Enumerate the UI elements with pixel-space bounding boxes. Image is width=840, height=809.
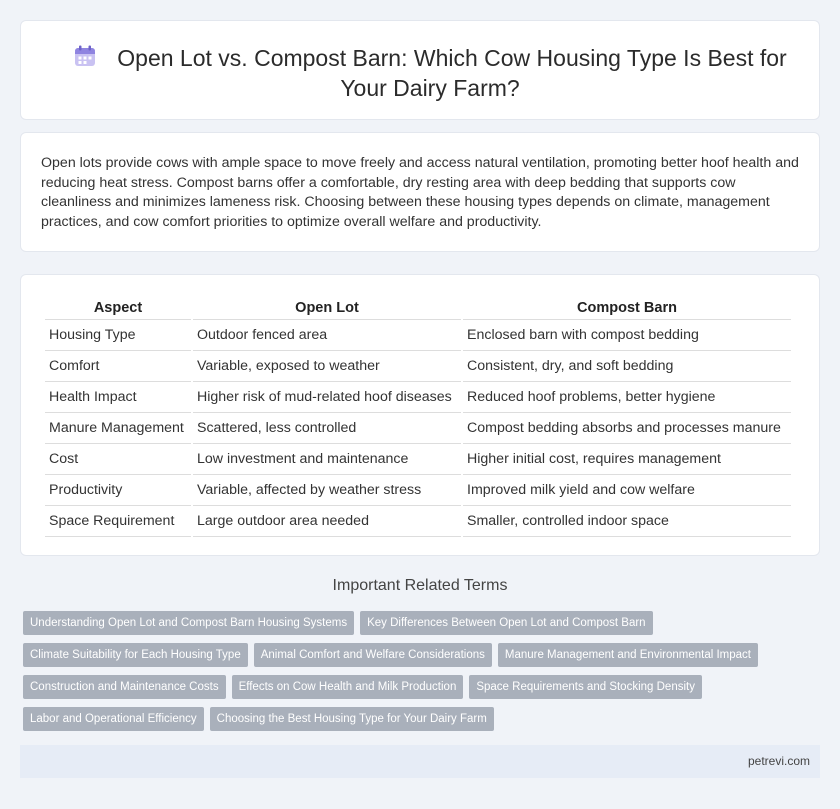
table-row	[45, 506, 791, 537]
related-tag[interactable]: Space Requirements and Stocking Density	[469, 675, 702, 699]
related-tag[interactable]: Labor and Operational Efficiency	[23, 707, 204, 731]
table-row	[45, 382, 791, 413]
related-tag[interactable]: Animal Comfort and Welfare Considerations	[254, 643, 492, 667]
table-row	[45, 320, 791, 351]
cell-open-lot: Outdoor fenced area	[193, 320, 461, 351]
header-open-lot: Open Lot	[193, 295, 461, 320]
cell-compost-barn: Compost bedding absorbs and processes manure	[463, 413, 791, 444]
cell-compost-barn: Enclosed barn with compost bedding	[463, 320, 791, 351]
cell-open-lot: Scattered, less controlled	[193, 413, 461, 444]
page-title-wrap	[61, 43, 799, 103]
related-terms-heading: Important Related Terms	[332, 577, 508, 594]
table-header-row	[45, 295, 791, 320]
cell-open-lot: Variable, affected by weather stress	[193, 475, 461, 506]
related-tag[interactable]: Climate Suitability for Each Housing Type	[23, 643, 248, 667]
cell-open-lot: Higher risk of mud-related hoof diseases	[193, 382, 461, 413]
tag-row	[23, 643, 823, 675]
page-title: Open Lot vs. Compost Barn: Which Cow Housing Type Is Best for Your Dairy Farm?	[117, 45, 787, 101]
cell-aspect: Comfort	[45, 351, 191, 382]
footer	[20, 745, 820, 778]
related-tag[interactable]: Construction and Maintenance Costs	[23, 675, 226, 699]
intro-paragraph: Open lots provide cows with ample space to move freely and access natural ventilation, promoting better hoof health and reducing heat stress. Compost barns offer a comfortable, dry resting area with deep bedding that supports cow cleanliness and minimizes lameness risk. Choosing between these housing types depends on climate, management practices, and cow comfort priorities to optimize overall welfare and productivity.	[41, 155, 799, 230]
cell-compost-barn: Higher initial cost, requires management	[463, 444, 791, 475]
cell-aspect: Productivity	[45, 475, 191, 506]
related-tags	[23, 611, 823, 739]
table-row	[45, 475, 791, 506]
comparison-card	[20, 274, 820, 556]
cell-aspect: Health Impact	[45, 382, 191, 413]
cell-aspect: Space Requirement	[45, 506, 191, 537]
title-card	[20, 20, 820, 120]
related-tag[interactable]: Choosing the Best Housing Type for Your Dairy Farm	[210, 707, 494, 731]
related-tag[interactable]: Effects on Cow Health and Milk Production	[232, 675, 464, 699]
table-row	[45, 444, 791, 475]
cell-aspect: Manure Management	[45, 413, 191, 444]
table-row	[45, 413, 791, 444]
cell-compost-barn: Improved milk yield and cow welfare	[463, 475, 791, 506]
tag-row	[23, 707, 823, 739]
cell-open-lot: Large outdoor area needed	[193, 506, 461, 537]
cell-compost-barn: Consistent, dry, and soft bedding	[463, 351, 791, 382]
tag-row	[23, 611, 823, 643]
related-tag[interactable]: Manure Management and Environmental Impact	[498, 643, 758, 667]
cell-compost-barn: Reduced hoof problems, better hygiene	[463, 382, 791, 413]
cell-aspect: Cost	[45, 444, 191, 475]
footer-site-link[interactable]: petrevi.com	[747, 754, 810, 768]
calendar-icon	[73, 44, 97, 68]
header-aspect: Aspect	[45, 295, 191, 320]
intro-card	[20, 132, 820, 252]
cell-open-lot: Variable, exposed to weather	[193, 351, 461, 382]
related-tag[interactable]: Key Differences Between Open Lot and Compost Barn	[360, 611, 653, 635]
header-compost-barn: Compost Barn	[463, 295, 791, 320]
comparison-table	[43, 295, 793, 537]
related-tag[interactable]: Understanding Open Lot and Compost Barn Housing Systems	[23, 611, 354, 635]
cell-aspect: Housing Type	[45, 320, 191, 351]
table-row	[45, 351, 791, 382]
tag-row	[23, 675, 823, 707]
cell-compost-barn: Smaller, controlled indoor space	[463, 506, 791, 537]
cell-open-lot: Low investment and maintenance	[193, 444, 461, 475]
